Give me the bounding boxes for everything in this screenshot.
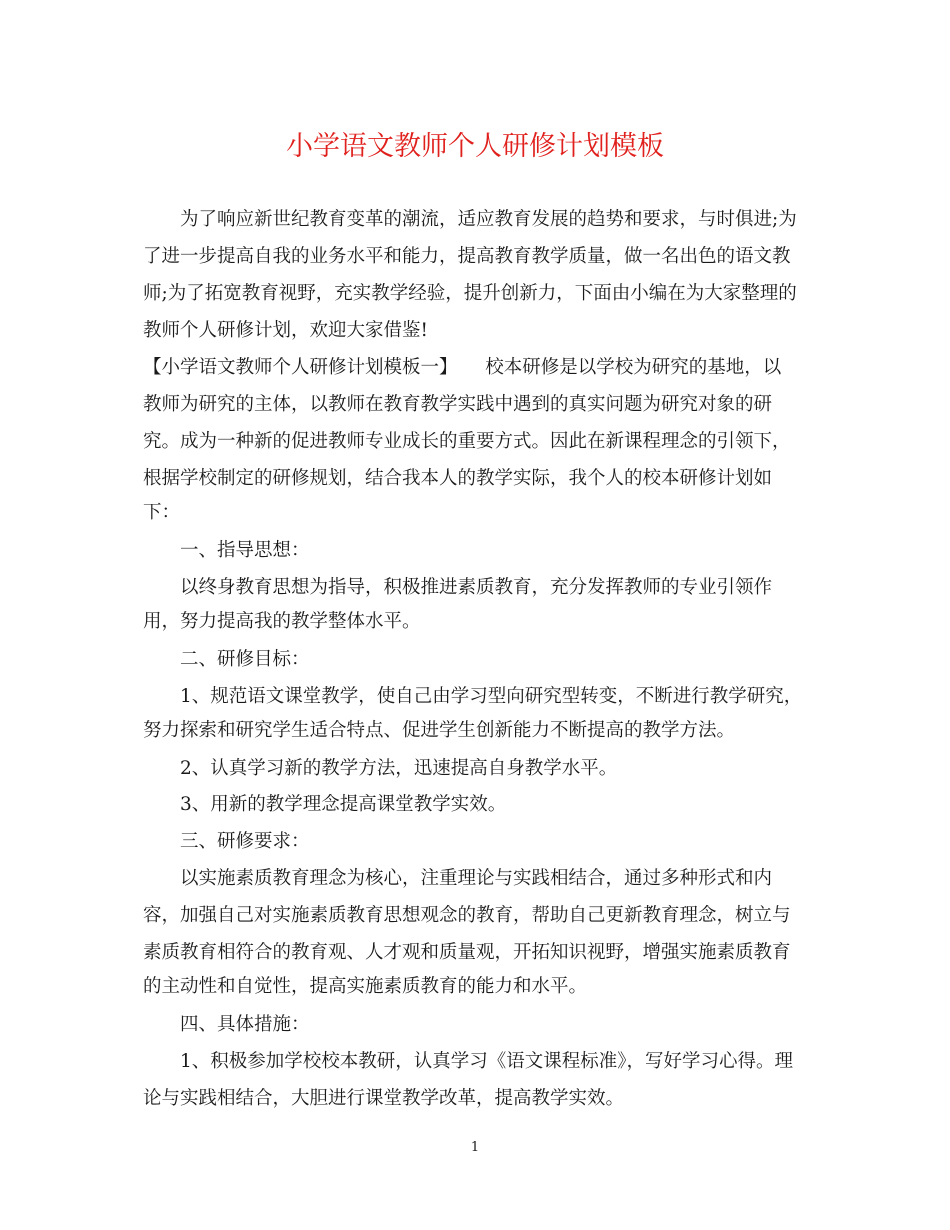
body-line: 2、认真学习新的教学方法，迅速提高自身教学水平。 [143, 758, 618, 779]
body-line: 师;为了拓宽教育视野，充实教学经验，提升创新力，下面由小编在为大家整理的 [143, 283, 797, 304]
section-heading: 三、研修要求： [143, 831, 310, 852]
body-line: 根据学校制定的研修规划，结合我本人的教学实际，我个人的校本研修计划如 [143, 468, 773, 489]
body-line: 为了响应新世纪教育变革的潮流，适应教育发展的趋势和要求，与时俱进;为 [143, 209, 797, 230]
body-line: 用，努力提高我的教学整体水平。 [143, 611, 421, 632]
body-line: 【小学语文教师个人研修计划模板一】 校本研修是以学校为研究的基地，以 [143, 357, 782, 378]
body-line: 1、积极参加学校校本教研，认真学习《语文课程标准》，写好学习心得。理 [143, 1051, 794, 1072]
body-line: 1、规范语文课堂教学，使自己由学习型向研究型转变，不断进行教学研究， [143, 686, 803, 707]
body-line: 以终身教育思想为指导，积极推进素质教育，充分发挥教师的专业引领作 [143, 577, 773, 598]
section-heading: 一、指导思想： [143, 540, 310, 561]
body-line: 教师为研究的主体，以教师在教育教学实践中遇到的真实问题为研究对象的研 [143, 394, 773, 415]
document-title: 小学语文教师个人研修计划模板 [286, 131, 664, 162]
section-heading: 二、研修目标： [143, 649, 310, 670]
section-heading: 四、具体措施： [143, 1014, 310, 1035]
body-line: 了进一步提高自我的业务水平和能力，提高教育教学质量，做一名出色的语文教 [143, 246, 791, 267]
body-line: 3、用新的教学理念提高课堂教学实效。 [143, 794, 507, 815]
body-line: 下： [143, 502, 181, 523]
body-line: 的主动性和自觉性，提高实施素质教育的能力和水平。 [143, 976, 588, 997]
body-line: 容，加强自己对实施素质教育思想观念的教育，帮助自己更新教育理念，树立与 [143, 905, 791, 926]
body-line: 努力探索和研究学生适合特点、促进学生创新能力不断提高的教学方法。 [143, 720, 736, 741]
body-line: 论与实践相结合，大胆进行课堂教学改革，提高教学实效。 [143, 1088, 625, 1109]
body-line: 究。成为一种新的促进教师专业成长的重要方式。因此在新课程理念的引领下， [143, 431, 791, 452]
body-line: 素质教育相符合的教育观、人才观和质量观，开拓知识视野，增强实施素质教育 [143, 942, 791, 963]
body-line: 以实施素质教育理念为核心，注重理论与实践相结合，通过多种形式和内 [143, 868, 773, 889]
body-line: 教师个人研修计划，欢迎大家借鉴! [143, 320, 428, 341]
page-number: 1 [470, 1140, 480, 1155]
